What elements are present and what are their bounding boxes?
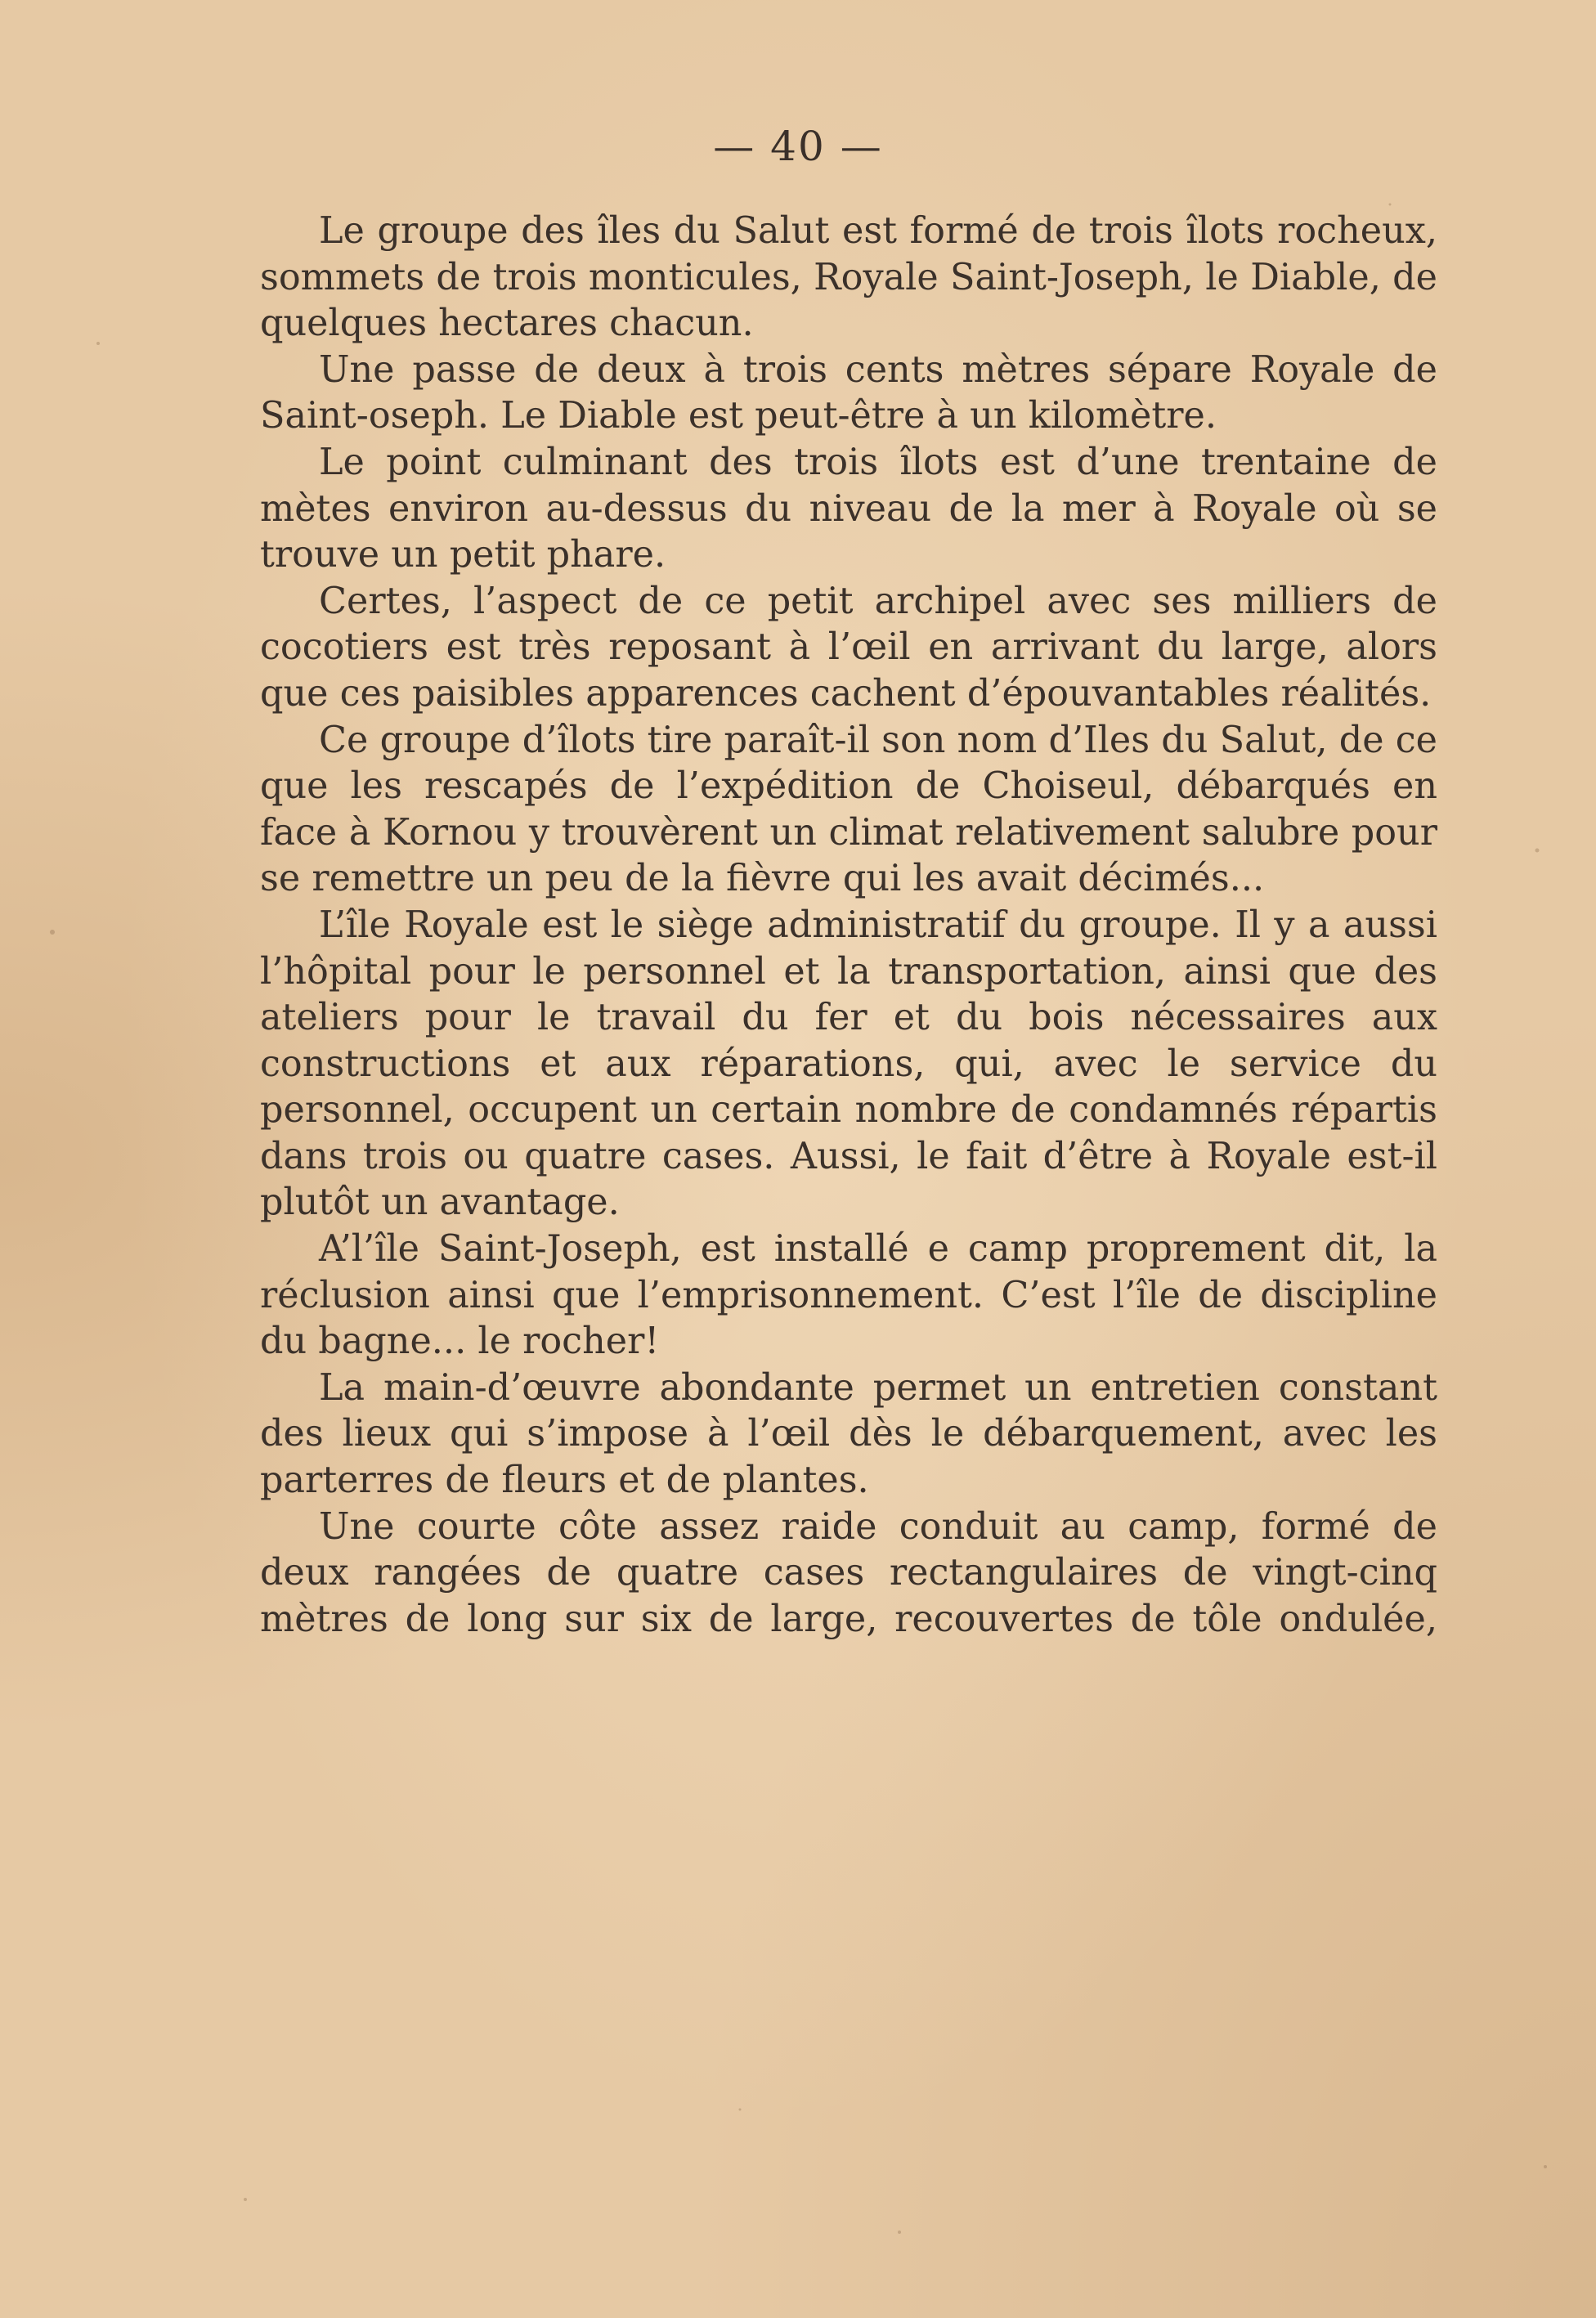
paragraph: Le point culminant des trois îlots est d’une trentaine de mètes environ au-dessus du niveau de la mer à Royale où se trouve un petit phare. — [260, 441, 1437, 576]
paragraph: A’l’île Saint-Joseph, est installé e camp proprement dit, la réclusion ainsi que l’emprisonnement. C’est l’île de discipline du bagne... le rocher! — [260, 1228, 1437, 1363]
paragraph: Une passe de deux à trois cents mètres sépare Royale de Saint-oseph. Le Diable est peut-être à un kilomètre. — [260, 348, 1437, 437]
paragraph: Une courte côte assez raide conduit au camp, formé de deux rangées de quatre cases rectangulaires de vingt-cinq mètres de long sur six de large, recouvertes de tôle ondulée, — [260, 1505, 1437, 1640]
paragraph: Ce groupe d’îlots tire paraît-il son nom d’Iles du Salut, de ce que les rescapés de l’expédition de Choiseul, débarqués en face à Kornou y trouvèrent un climat relativement salubre pour se remettre un peu de la fièvre qui les avait décimés... — [260, 719, 1437, 900]
paragraph: L’île Royale est le siège administratif du groupe. Il y a aussi l’hôpital pour le personnel et la transportation, ainsi que des ateliers pour le travail du fer et du bois nécessaires aux constructions et aux réparations, qui, avec le service du personnel, occupent un certain nombre de condamnés répartis dans trois ou quatre cases. Aussi, le fait d’être à Royale est-il plutôt un avantage. — [260, 903, 1437, 1224]
page-number: — 40 — — [713, 123, 883, 170]
paragraph: La main-d’œuvre abondante permet un entretien constant des lieux qui s’impose à l’œil dès le débarquement, avec les parterres de fleurs et de plantes. — [260, 1366, 1437, 1502]
body-text — [260, 208, 1437, 1643]
paragraph: Le groupe des îles du Salut est formé de trois îlots rocheux, sommets de trois monticules, Royale Saint-Joseph, le Diable, de quelques hectares chacun. — [260, 210, 1437, 345]
paragraph: Certes, l’aspect de ce petit archipel avec ses milliers de cocotiers est très reposant à l’œil en arrivant du large, alors que ces paisibles apparences cachent d’épouvantables réalités. — [260, 580, 1437, 715]
